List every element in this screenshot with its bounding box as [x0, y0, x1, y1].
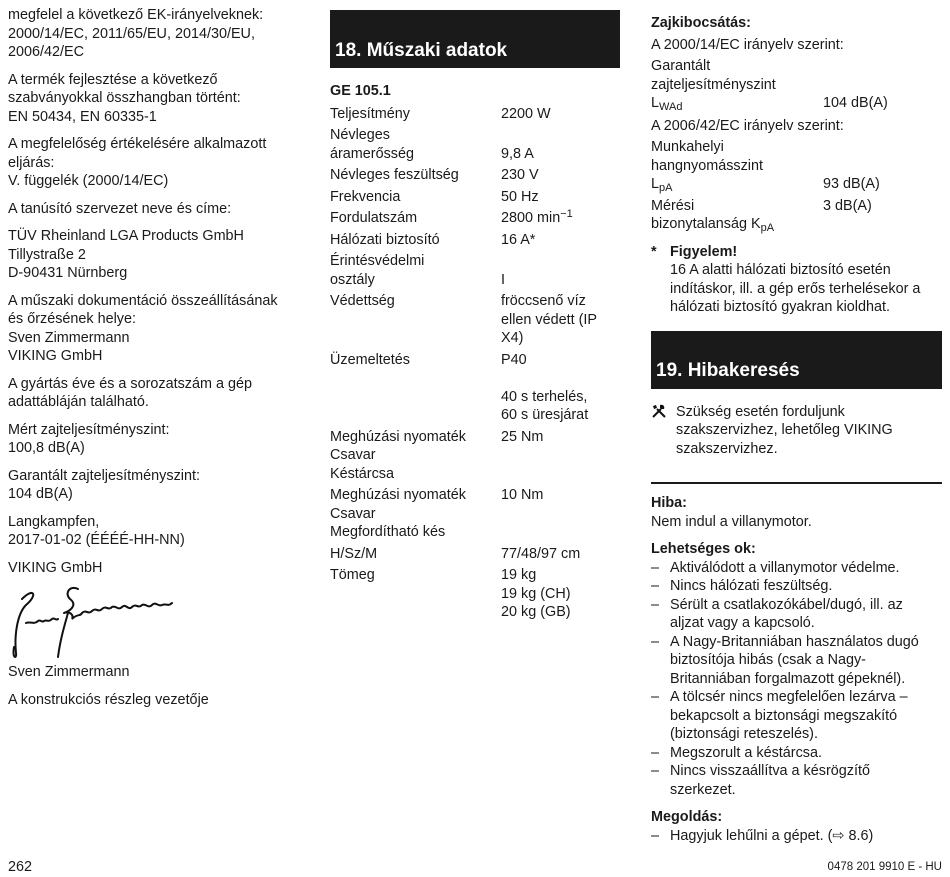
spec-value: [501, 428, 620, 484]
text-line: Névleges: [330, 127, 390, 143]
kpa-text: bizonytalanság K: [651, 216, 761, 232]
dash-mark: –: [651, 559, 660, 576]
signer-role: A konstrukciós részleg vezetője: [8, 691, 209, 708]
spec-value: [501, 486, 620, 542]
text-line: Megszorult a késtárcsa.: [670, 744, 822, 761]
list-item: [651, 827, 942, 846]
value-text: 40 s terhelés,: [501, 388, 588, 405]
value-text: 10 Nm: [501, 487, 544, 503]
value-text: P40: [501, 351, 527, 368]
text-line: [501, 231, 620, 250]
cause-text: [670, 577, 832, 596]
noise-troubleshooting-column: [651, 14, 942, 854]
spec-row: [330, 188, 620, 207]
text-line: [501, 603, 620, 622]
spec-label: [330, 428, 501, 484]
lpa-subscript: pA: [659, 182, 673, 194]
spec-label: [330, 292, 501, 348]
text-line: Fordulatszám: [330, 210, 418, 226]
text-line: [501, 566, 620, 585]
kpa-subscript: pA: [760, 222, 775, 234]
value-text: fröccsenő víz: [501, 293, 586, 309]
spec-table: [330, 105, 620, 622]
paragraph-place-date: [8, 513, 308, 550]
spec-value: [501, 231, 620, 250]
spec-value: [501, 188, 620, 207]
text-line: áramerősség: [330, 145, 414, 162]
text-line: Érintésvédelmi: [330, 253, 425, 269]
section-18-title: 18. Műszaki adatok: [335, 39, 508, 61]
noise-title: Zajkibocsátás:: [651, 15, 751, 31]
list-item: [651, 577, 942, 596]
spec-value: [501, 351, 620, 425]
text-line: [501, 145, 620, 164]
paragraph-standards: [8, 71, 308, 127]
workplace-block: [651, 138, 942, 234]
value-text: 20 kg (GB): [501, 604, 571, 620]
spec-row: [330, 105, 620, 124]
spec-row: [330, 292, 620, 348]
text-line: [501, 271, 620, 290]
page-number: 262: [8, 859, 33, 875]
spec-row: [330, 231, 620, 250]
paragraph-directives: [8, 6, 308, 62]
text-line: 16 A alatti hálózati biztosító esetén: [670, 262, 891, 278]
kpa-row: [651, 197, 942, 234]
text-line: Késtárcsa: [330, 465, 394, 482]
cause-text: [670, 596, 903, 633]
list-item: [651, 559, 942, 578]
fault-text: Nem indul a villanymotor.: [651, 513, 812, 530]
note-body: [670, 243, 920, 317]
text-line: Garantált: [651, 58, 711, 74]
rpm-exponent: −1: [560, 208, 573, 220]
text-line: [501, 428, 620, 447]
text-line: 104 dB(A): [8, 486, 73, 502]
lwad-label: [651, 94, 823, 113]
text-line: 100,8 dB(A): [8, 440, 85, 456]
text-line: Üzemeltetés: [330, 351, 410, 368]
text-line: Britanniában forgalmazott gépeknél).: [670, 670, 906, 687]
text-line: Munkahelyi: [651, 139, 724, 155]
lpa-value: 93 dB(A): [823, 176, 880, 192]
spec-row: [330, 545, 620, 564]
value-text: ellen védett (IP: [501, 311, 597, 328]
text-line: [501, 166, 620, 185]
list-item: [651, 762, 942, 799]
paragraph-address: [8, 227, 308, 283]
lpa-label: [651, 175, 823, 194]
text-line: A műszaki dokumentáció összeállításának: [8, 292, 278, 309]
section-18-header: [330, 10, 620, 68]
solution-main: Hagyjuk lehűlni a gépet. (: [670, 827, 833, 844]
spec-row: [330, 252, 620, 289]
reference-arrow-icon: ⇨: [832, 827, 845, 844]
value-text: 16 A*: [501, 231, 536, 248]
text-line: [501, 292, 620, 311]
text-line: szerkezet.: [670, 781, 736, 798]
cause-text: [670, 688, 908, 744]
text-line: (biztonsági reteszelés).: [670, 726, 818, 742]
lwad-symbol: L: [651, 95, 660, 111]
text-line: hangnyomásszint: [651, 157, 763, 174]
list-item: [651, 596, 942, 633]
text-line: Védettség: [330, 293, 395, 309]
section-divider: [651, 482, 942, 484]
text-line: [501, 369, 620, 388]
dash-mark: –: [651, 578, 660, 594]
dash-mark: –: [651, 744, 660, 761]
dash-mark: –: [651, 827, 660, 844]
spec-row: [330, 486, 620, 542]
text-line: szakszervizhez, lehetőleg VIKING: [676, 422, 893, 438]
spec-label: [330, 351, 501, 425]
text-line: szakszervizhez.: [676, 440, 778, 457]
text-line: [501, 486, 620, 505]
lwad-subscript: WAd: [659, 101, 683, 113]
cause-text: [670, 744, 822, 763]
text-line: A termék fejlesztése a következő: [8, 71, 218, 88]
text-line: A Nagy-Britanniában használatos dugó: [670, 633, 919, 650]
text-line: Meghúzási nyomaték: [330, 428, 466, 445]
spec-value: [501, 252, 620, 289]
text-line: VIKING GmbH: [8, 559, 103, 576]
fault-label: Hiba:: [651, 495, 687, 511]
text-line: 2000/14/EC, 2011/65/EU, 2014/30/EU,: [8, 25, 255, 42]
paragraph-procedure: [8, 135, 308, 191]
text-line: A gyártás éve és a sorozatszám a gép: [8, 375, 252, 392]
spec-label: [330, 105, 501, 124]
text-line: Tömeg: [330, 567, 375, 583]
noise-directive-2: A 2006/42/EC irányelv szerint:: [651, 117, 844, 134]
spec-label: [330, 231, 501, 250]
value-text: I: [501, 271, 505, 288]
dash-mark: –: [651, 596, 660, 613]
document-code: 0478 201 9910 E - HU: [827, 861, 942, 873]
text-line: Teljesítmény: [330, 105, 410, 122]
value-text: 19 kg (CH): [501, 585, 571, 602]
spec-label: [330, 126, 501, 163]
dash-mark: –: [651, 689, 660, 705]
declaration-column: [8, 6, 308, 718]
lwad-row: [651, 94, 942, 113]
wrench-screwdriver-icon: [651, 403, 676, 459]
spec-value: [501, 209, 620, 228]
list-item: [651, 688, 942, 744]
dash-mark: –: [651, 763, 660, 779]
text-line: Meghúzási nyomaték: [330, 487, 466, 503]
text-line: Névleges feszültség: [330, 167, 459, 183]
guaranteed-block: [651, 57, 942, 113]
text-line: [501, 209, 620, 228]
spec-value: [501, 566, 620, 622]
solution-text: [670, 827, 873, 846]
lpa-row: [651, 175, 942, 194]
spec-label: [330, 209, 501, 228]
cause-text: [670, 762, 870, 799]
text-line: 2017-01-02 (ÉÉÉÉ-HH-NN): [8, 532, 185, 548]
list-item: [651, 633, 942, 689]
text-line: Sérült a csatlakozókábel/dugó, ill. az: [670, 596, 903, 613]
text-line: Csavar: [330, 447, 376, 463]
technical-data-column: [330, 10, 620, 622]
value-text: 2200 W: [501, 105, 551, 122]
spec-value: [501, 292, 620, 348]
lpa-symbol: L: [651, 176, 660, 192]
causes-list: [651, 559, 942, 800]
kpa-value: 3 dB(A): [823, 197, 872, 214]
value-text: 2800 min: [501, 210, 561, 226]
text-line: és őrzésének helye:: [8, 311, 136, 327]
text-line: [651, 215, 823, 234]
signer-name: Sven Zimmermann: [8, 664, 130, 680]
solution-label: Megoldás:: [651, 809, 723, 825]
text-line: megfelel a következő EK-irányelveknek:: [8, 7, 264, 23]
text-line: [501, 329, 620, 348]
text-line: TÜV Rheinland LGA Products GmbH: [8, 228, 244, 244]
value-text: 77/48/97 cm: [501, 545, 581, 562]
text-line: [501, 105, 620, 124]
lwad-value: 104 dB(A): [823, 95, 888, 111]
solution-reference[interactable]: 8.6): [848, 827, 874, 844]
text-line: VIKING GmbH: [8, 348, 103, 364]
spec-row: [330, 428, 620, 484]
text-line: Garantált zajteljesítményszint:: [8, 467, 200, 484]
text-line: A tölcsér nincs megfelelően lezárva –: [670, 689, 908, 705]
kpa-label: [651, 197, 823, 234]
noise-directive-1: A 2000/14/EC irányelv szerint:: [651, 36, 844, 53]
text-line: eljárás:: [8, 154, 55, 171]
text-line: Sven Zimmermann: [8, 329, 130, 346]
paragraph-guaranteed-noise: [8, 467, 308, 504]
value-text: X4): [501, 330, 524, 346]
text-line: zajteljesítményszint: [651, 76, 776, 93]
text-line: A tanúsító szervezet neve és címe:: [8, 200, 232, 217]
dash-mark: –: [651, 633, 660, 650]
text-line: [501, 188, 620, 207]
text-line: [501, 311, 620, 330]
text-line: H/Sz/M: [330, 545, 378, 562]
spec-value: [501, 105, 620, 124]
text-line: osztály: [330, 271, 375, 288]
text-line: [501, 388, 620, 407]
text-line: Mérési: [651, 197, 695, 214]
section-19-title: 19. Hibakeresés: [656, 360, 800, 381]
service-note: [651, 403, 942, 459]
text-line: [501, 351, 620, 370]
text-line: D-90431 Nürnberg: [8, 265, 128, 281]
signature-image: [8, 583, 178, 663]
text-line: Csavar: [330, 505, 376, 522]
paragraph-measured-noise: [8, 421, 308, 458]
note-title: Figyelem!: [670, 243, 738, 260]
value-text: 25 Nm: [501, 428, 544, 445]
paragraph-company: [8, 559, 308, 578]
spec-row: [330, 566, 620, 622]
paragraph-notified-body: [8, 200, 308, 219]
causes-label: Lehetséges ok:: [651, 541, 756, 557]
text-line: Nincs hálózati feszültség.: [670, 578, 833, 594]
spec-label: [330, 566, 501, 622]
paragraph-documentation: [8, 292, 308, 366]
text-line: Hálózati biztosító: [330, 231, 440, 248]
value-text: 230 V: [501, 167, 539, 183]
text-line: Megfordítható kés: [330, 524, 446, 540]
text-line: [501, 406, 620, 425]
text-line: EN 50434, EN 60335-1: [8, 108, 157, 125]
text-line: [501, 545, 620, 564]
list-item: [651, 744, 942, 763]
spec-label: [330, 486, 501, 542]
fuse-warning-note: [651, 243, 942, 317]
text-line: aljzat vagy a kapcsoló.: [670, 615, 815, 631]
spec-value: [501, 545, 620, 564]
spec-value: [501, 126, 620, 163]
text-line: Langkampfen,: [8, 513, 100, 530]
cause-text: [670, 559, 900, 578]
text-line: A megfelelőség értékelésére alkalmazott: [8, 136, 267, 152]
spec-row: [330, 351, 620, 425]
spec-value: [501, 166, 620, 185]
asterisk-mark: *: [651, 243, 657, 260]
spec-label: [330, 545, 501, 564]
service-text: [676, 403, 893, 459]
text-line: adattábláján található.: [8, 394, 149, 410]
spec-row: [330, 209, 620, 228]
text-line: [501, 585, 620, 604]
text-line: hálózati biztosító gyakran kioldhat.: [670, 299, 890, 315]
text-line: [501, 252, 620, 271]
section-19-header: [651, 331, 942, 389]
value-text: 60 s üresjárat: [501, 407, 589, 423]
text-line: biztosítója hibás (csak a Nagy-: [670, 652, 866, 668]
value-text: 50 Hz: [501, 188, 539, 205]
text-line: bekapcsolt a biztonsági megszakító: [670, 707, 898, 724]
text-line: [501, 126, 620, 145]
text-line: Szükség esetén forduljunk: [676, 403, 845, 420]
spec-label: [330, 188, 501, 207]
text-line: 2006/42/EC: [8, 44, 85, 60]
value-text: 19 kg: [501, 567, 537, 583]
paragraph-serial: [8, 375, 308, 412]
model-name: GE 105.1: [330, 83, 391, 99]
text-line: indításkor, ill. a gép erős terhelésekor a: [670, 280, 921, 297]
text-line: Mért zajteljesítményszint:: [8, 421, 170, 438]
spec-label: [330, 252, 501, 289]
text-line: szabványokkal összhangban történt:: [8, 90, 241, 106]
spec-label: [330, 166, 501, 185]
text-line: Frekvencia: [330, 188, 401, 205]
solution-list: [651, 827, 942, 846]
text-line: Tillystraße 2: [8, 246, 86, 263]
spec-row: [330, 166, 620, 185]
value-text: 9,8 A: [501, 145, 534, 162]
text-line: Nincs visszaállítva a késrögzítő: [670, 763, 870, 779]
text-line: Aktiválódott a villanymotor védelme.: [670, 559, 900, 576]
cause-text: [670, 633, 919, 689]
text-line: V. függelék (2000/14/EC): [8, 173, 169, 189]
spec-row: [330, 126, 620, 163]
